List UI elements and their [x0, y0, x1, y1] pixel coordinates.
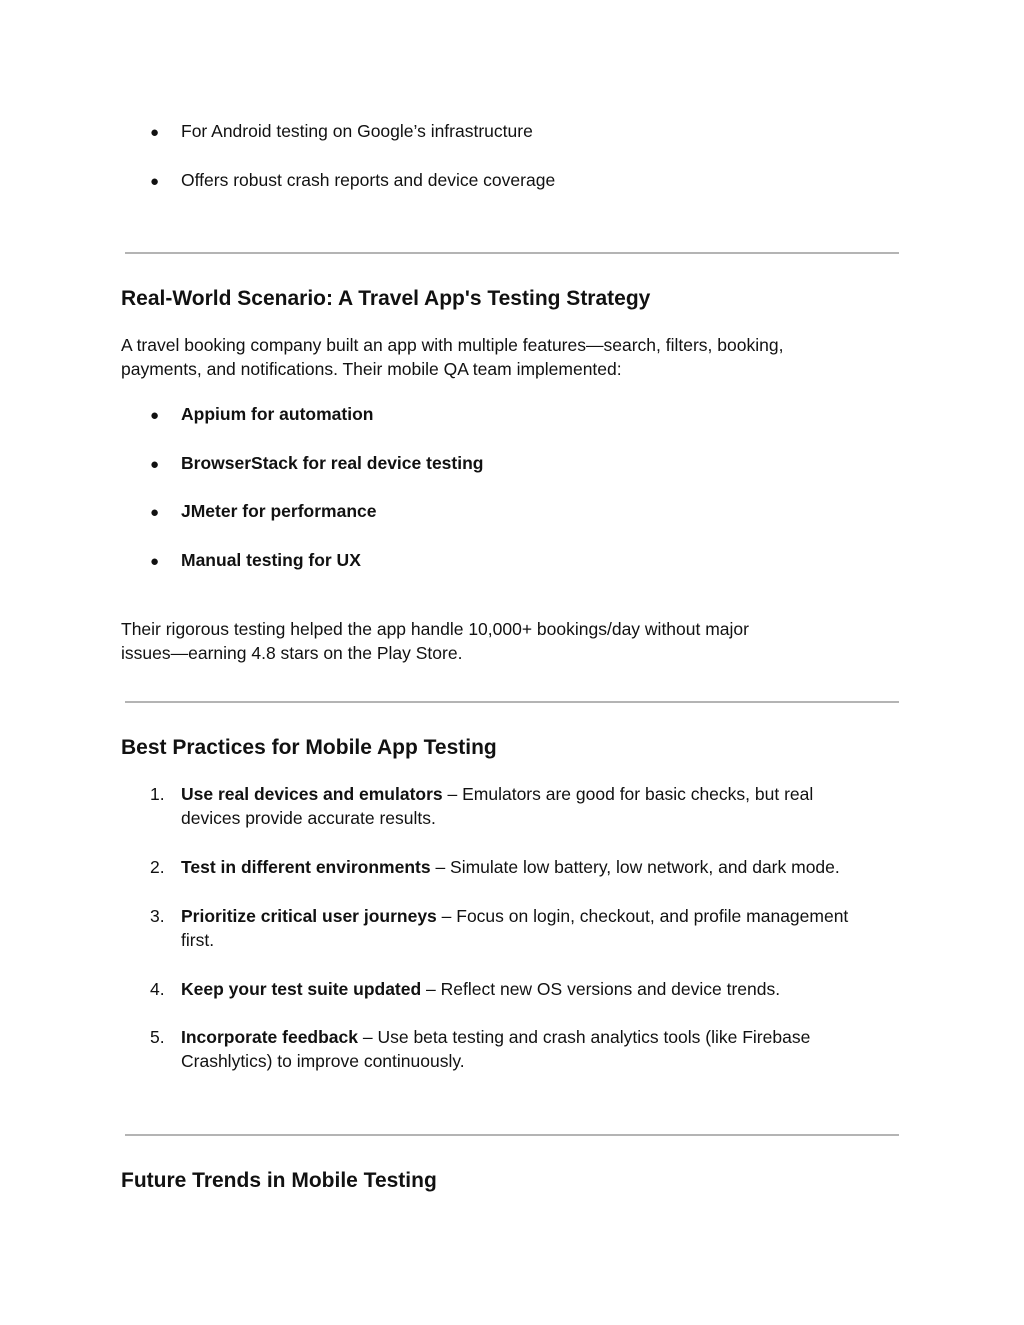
item-text: – Simulate low battery, low network, and dark mode.	[430, 857, 840, 877]
item-text: – Emulators are good for basic checks, but real	[442, 784, 814, 804]
bullet-glyph: ●	[150, 553, 160, 570]
item-text-continued: first.	[181, 930, 215, 950]
bullet-text: Manual testing for UX	[181, 550, 361, 570]
paragraph-line: payments, and notifications. Their mobile QA team implemented:	[121, 359, 622, 379]
paragraph-line: Their rigorous testing helped the app handle 10,000+ bookings/day without major	[121, 619, 749, 639]
horizontal-divider	[125, 701, 899, 703]
item-text-continued: devices provide accurate results.	[181, 808, 436, 828]
bullet-glyph: ●	[150, 504, 160, 521]
scenario-outro-paragraph	[121, 617, 901, 665]
list-number: 1.	[150, 784, 165, 804]
list-item	[150, 402, 373, 428]
section-heading-future-trends: Future Trends in Mobile Testing	[121, 1169, 437, 1192]
item-text: – Reflect new OS versions and device trends.	[421, 979, 781, 999]
list-number: 3.	[150, 906, 165, 926]
item-title: Use real devices and emulators	[181, 784, 443, 804]
list-item	[150, 168, 555, 194]
list-item	[150, 451, 483, 477]
list-number: 2.	[150, 857, 165, 877]
bullet-glyph: ●	[150, 456, 160, 473]
bullet-text: JMeter for performance	[181, 501, 377, 521]
list-item	[150, 119, 533, 145]
list-number: 5.	[150, 1027, 165, 1047]
item-text: – Focus on login, checkout, and profile management	[436, 906, 849, 926]
horizontal-divider	[125, 1134, 899, 1136]
bullet-text: Appium for automation	[181, 404, 374, 424]
horizontal-divider	[125, 252, 899, 254]
paragraph-line: A travel booking company built an app with multiple features—search, filters, booking,	[121, 335, 784, 355]
bullet-glyph: ●	[150, 407, 160, 424]
list-item	[150, 548, 361, 574]
paragraph-line: issues—earning 4.8 stars on the Play Store.	[121, 643, 463, 663]
item-text: – Use beta testing and crash analytics tools (like Firebase	[358, 1027, 811, 1047]
bullet-glyph: ●	[150, 124, 160, 141]
bullet-text: Offers robust crash reports and device coverage	[181, 170, 556, 190]
scenario-intro-paragraph	[121, 333, 901, 381]
item-title: Test in different environments	[181, 857, 431, 877]
bullet-glyph: ●	[150, 173, 160, 190]
bullet-text: For Android testing on Google’s infrastructure	[181, 121, 533, 141]
item-title: Prioritize critical user journeys	[181, 906, 437, 926]
item-title: Keep your test suite updated	[181, 979, 422, 999]
list-item	[150, 499, 376, 525]
section-heading-best-practices: Best Practices for Mobile App Testing	[121, 736, 497, 759]
section-heading-scenario: Real-World Scenario: A Travel App's Testing Strategy	[121, 287, 651, 310]
bullet-text: BrowserStack for real device testing	[181, 453, 484, 473]
item-title: Incorporate feedback	[181, 1027, 358, 1047]
list-number: 4.	[150, 979, 165, 999]
item-text-continued: Crashlytics) to improve continuously.	[181, 1051, 465, 1071]
